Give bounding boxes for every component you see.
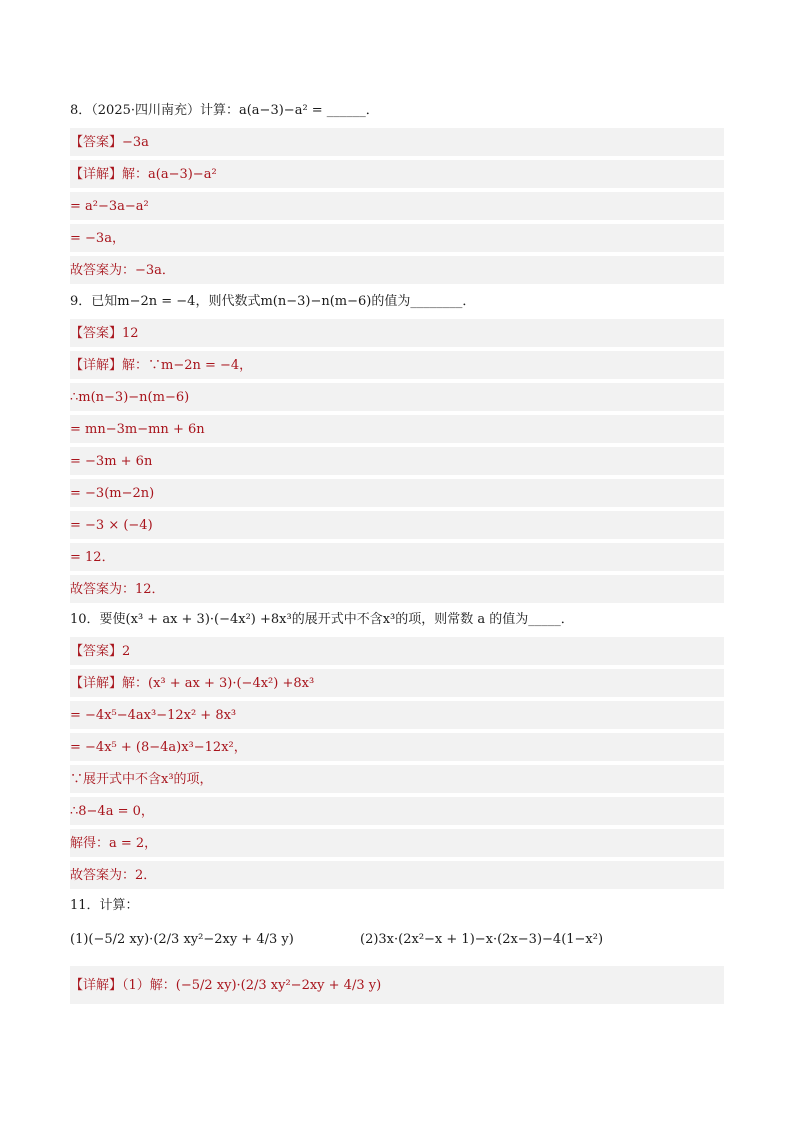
q9-stem: 9．已知m−2n = −4，则代数式m(n−3)−n(m−6)的值为________． (70, 294, 476, 309)
q10-detail-line: = −4x⁵ + (8−4a)x³−12x²， (70, 731, 724, 761)
q8-answer: 【答案】−3a (70, 126, 724, 156)
q11-part2: (2)3x·(2x²−x + 1)−x·(2x−3)−4(1−x²) (360, 932, 604, 947)
q9-detail-line: ∴m(n−3)−n(m−6) (70, 381, 724, 411)
q11-detail-line: 【详解】（1）解：(−5/2 xy)·(2/3 xy²−2xy + 4/3 y) (70, 964, 724, 1004)
q10-detail-line: 【详解】解：(x³ + ax + 3)·(−4x²) +8x³ (70, 667, 724, 697)
q9-detail-line: 【详解】解：∵m−2n = −4， (70, 349, 724, 379)
q9-detail-line: = −3(m−2n) (70, 477, 724, 507)
q10-detail-line: ∴8−4a = 0， (70, 795, 724, 825)
q9-detail-line: 故答案为：12． (70, 573, 724, 603)
q10-detail-line: = −4x⁵−4ax³−12x² + 8x³ (70, 699, 724, 729)
q9-answer: 【答案】12 (70, 317, 724, 347)
q8-stem: 8．（2025·四川南充）计算：a(a−3)−a² = ______． (70, 103, 379, 118)
q9-detail-line: = −3 × (−4) (70, 509, 724, 539)
q11-stem: 11．计算： (70, 898, 139, 913)
q10-stem: 10．要使(x³ + ax + 3)·(−4x²) +8x³的展开式中不含x³的项，则常数 a 的值为_____． (70, 612, 574, 627)
q9-detail-line: = −3m + 6n (70, 445, 724, 475)
q8-detail-line: = a²−3a−a² (70, 190, 724, 220)
q11-part1: (1)(−5/2 xy)·(2/3 xy²−2xy + 4/3 y) (70, 932, 294, 947)
q9-detail-line: = mn−3m−mn + 6n (70, 413, 724, 443)
q9-detail-line: = 12． (70, 541, 724, 571)
q8-detail-line: = −3a， (70, 222, 724, 252)
q8-detail-line: 【详解】解：a(a−3)−a² (70, 158, 724, 188)
q10-detail-line: 故答案为：2． (70, 859, 724, 889)
q10-detail-line: 解得：a = 2， (70, 827, 724, 857)
q8-detail-line: 故答案为：−3a． (70, 254, 724, 284)
q10-detail-line: ∵展开式中不含x³的项， (70, 763, 724, 793)
q10-answer: 【答案】2 (70, 635, 724, 665)
